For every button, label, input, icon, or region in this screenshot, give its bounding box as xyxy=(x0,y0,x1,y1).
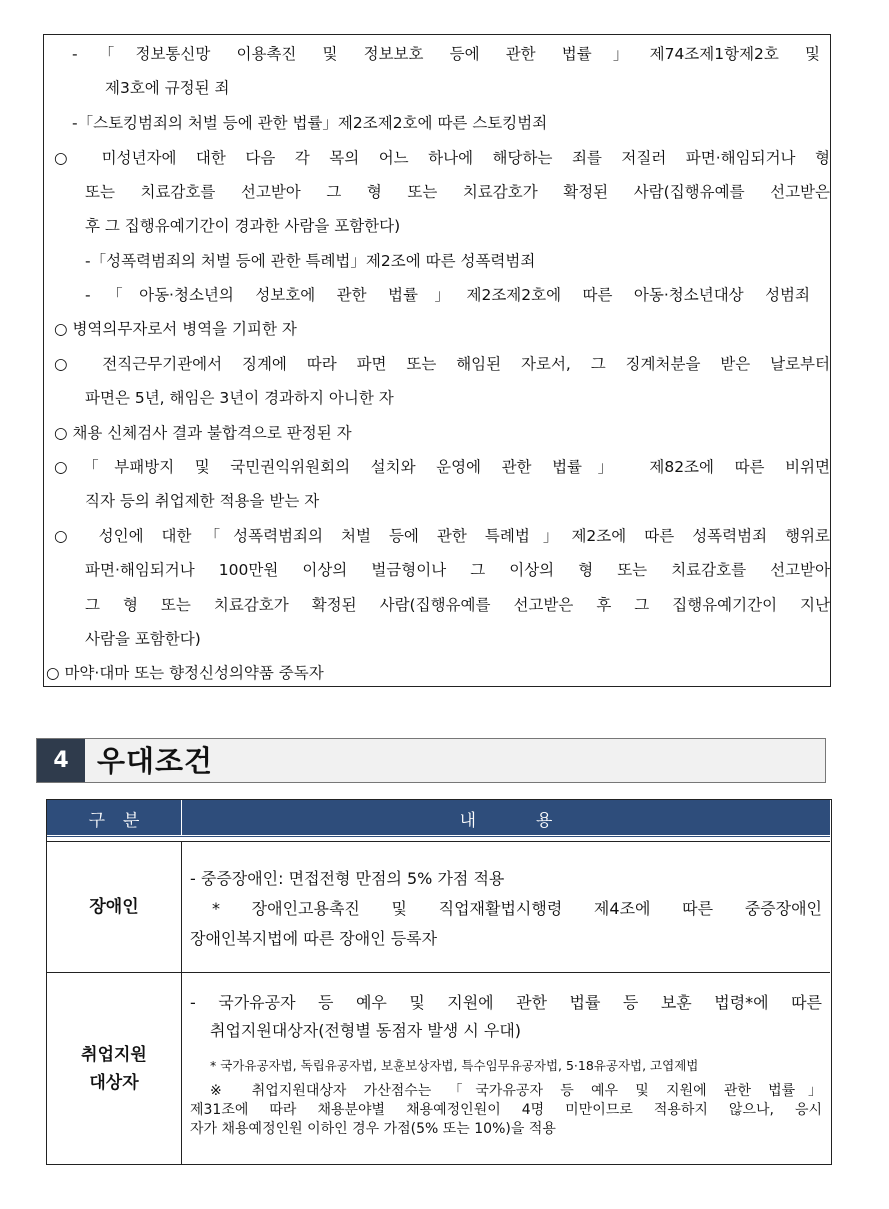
eligibility-line: ○「부패방지 및 국민권익위원회의 설치와 운영에 관한 법률」 제82조에 따른 비위면 xyxy=(54,458,830,476)
eligibility-line: ○ 미성년자에 대한 다음 각 목의 어느 하나에 해당하는 죄를 저질러 파면·해임되거나 형 xyxy=(54,149,830,167)
eligibility-line: ○ 성인에 대한「성폭력범죄의 처벌 등에 관한 특례법」제2조에 따른 성폭력범죄 행위로 xyxy=(54,527,830,545)
eligibility-line: 직자 등의 취업제한 적용을 받는 자 xyxy=(85,492,320,510)
row-text: ※ 취업지원대상자 가산점수는 「국가유공자 등 예우 및 지원에 관한 법률」 xyxy=(210,1083,822,1099)
table-row xyxy=(47,841,830,972)
eligibility-line: -「성폭력범죄의 처벌 등에 관한 특례법」제2조에 따른 성폭력범죄 xyxy=(85,252,536,270)
table-row xyxy=(47,972,830,1164)
eligibility-line: 사람을 포함한다) xyxy=(85,630,201,648)
row-text: * 장애인고용촉진 및 직업재활법시행령 제4조에 따른 중증장애인 xyxy=(212,899,822,918)
eligibility-line: ○ 전직근무기관에서 징계에 따라 파면 또는 해임된 자로서, 그 징계처분을 받은 날로부터 xyxy=(54,355,830,373)
eligibility-line: -「정보통신망 이용촉진 및 정보보호 등에 관한 법률」제74조제1항제2호 및 xyxy=(72,45,820,63)
eligibility-line: ○ 마약·대마 또는 향정신성의약품 중독자 xyxy=(46,664,324,682)
section-number: 4 xyxy=(37,739,85,782)
eligibility-line: 파면은 5년, 해임은 3년이 경과하지 아니한 자 xyxy=(85,389,394,407)
preference-table xyxy=(46,799,832,1165)
row-text: 제31조에 따라 채용분야별 채용예정인원이 4명 미만이므로 적용하지 않으나, 응시 xyxy=(190,1102,822,1118)
row-label-line: 대상자 xyxy=(89,1072,139,1093)
row-text: 취업지원대상자(전형별 동점자 발생 시 우대) xyxy=(210,1021,522,1040)
row-text: 자가 채용예정인원 이하인 경우 가점(5% 또는 10%)을 적용 xyxy=(190,1121,556,1137)
row-label-line: 취업지원 xyxy=(81,1044,147,1065)
eligibility-line: -「스토킹범죄의 처벌 등에 관한 법률」제2조제2호에 따른 스토킹범죄 xyxy=(72,114,548,132)
eligibility-line: -「아동·청소년의 성보호에 관한 법률」제2조제2호에 따른 아동·청소년대상 성범죄 xyxy=(85,286,810,304)
eligibility-line: 제3호에 규정된 죄 xyxy=(105,79,230,97)
row-label xyxy=(47,973,182,1164)
header-content: 내용 xyxy=(459,810,613,831)
eligibility-line: 또는 치료감호를 선고받아 그 형 또는 치료감호가 확정된 사람(집행유예를 선고받은 xyxy=(85,183,830,201)
eligibility-line: ○ 병역의무자로서 병역을 기피한 자 xyxy=(54,320,297,338)
header-category: 구분 xyxy=(47,800,182,836)
section-header xyxy=(36,738,826,783)
row-label: 장애인 xyxy=(47,842,182,972)
eligibility-line: 그 형 또는 치료감호가 확정된 사람(집행유예를 선고받은 후 그 집행유예기간이 지난 xyxy=(85,596,830,614)
row-text: - 국가유공자 등 예우 및 지원에 관한 법률 등 보훈 법령*에 따른 xyxy=(190,993,822,1012)
eligibility-line: 파면·해임되거나 100만원 이상의 벌금형이나 그 이상의 형 또는 치료감호를 선고받아 xyxy=(85,561,830,579)
section-title: 우대조건 xyxy=(97,744,214,778)
row-text: - 중증장애인: 면접전형 만점의 5% 가점 적용 xyxy=(190,869,505,888)
eligibility-line: 후 그 집행유예기간이 경과한 사람을 포함한다) xyxy=(85,217,401,235)
row-text: * 국가유공자법, 독립유공자법, 보훈보상자법, 특수임무유공자법, 5·18유공자법, 고엽제법 xyxy=(210,1058,699,1073)
eligibility-line: ○ 채용 신체검사 결과 불합격으로 판정된 자 xyxy=(54,424,352,442)
row-text: 장애인복지법에 따른 장애인 등록자 xyxy=(190,929,438,948)
table-header xyxy=(47,800,830,838)
